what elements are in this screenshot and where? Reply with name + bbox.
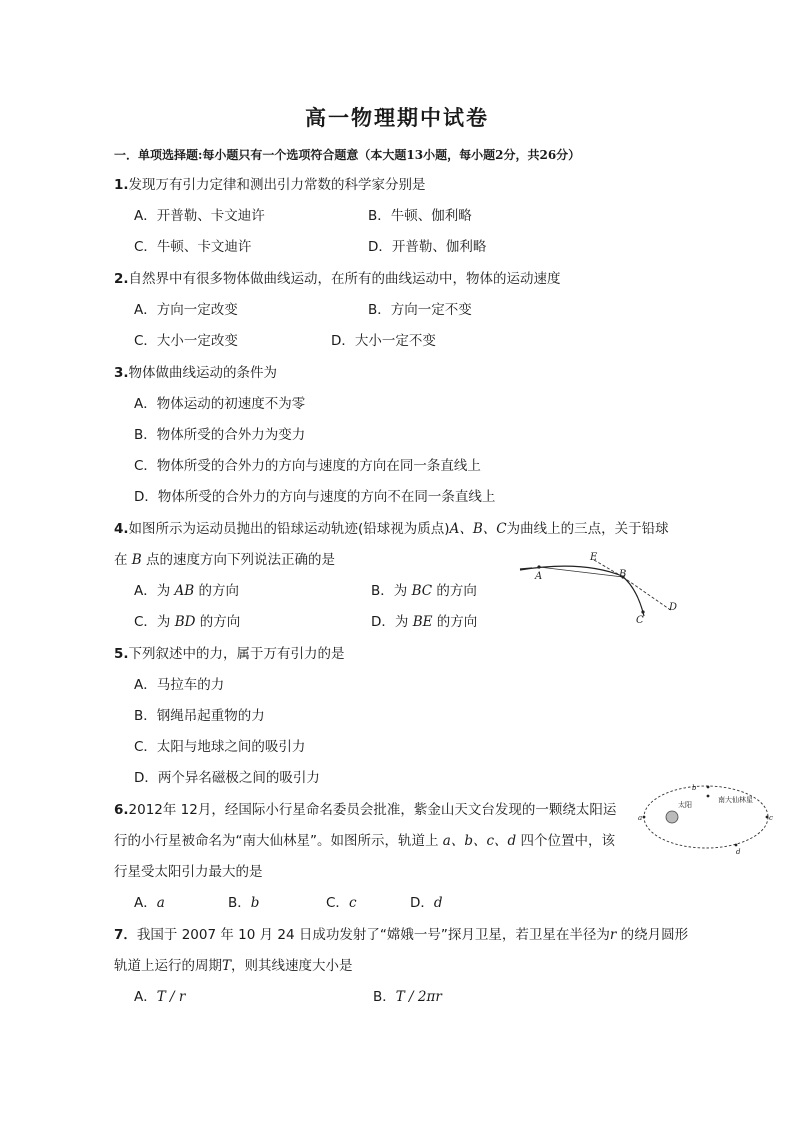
point-c <box>766 816 769 819</box>
question-5-stem: 5.下列叙述中的力，属于万有引力的是 <box>114 646 345 662</box>
question-7-stem-line1: 7．我国于 2007 年 10 月 24 日成功发射了“嫦娥一号”探月卫星，若卫星在半径为r 的绕月圆形 <box>114 927 689 943</box>
q2-option-a[interactable]: A．方向一定改变 <box>134 302 238 318</box>
q6-option-b[interactable]: B．b <box>228 895 260 911</box>
question-6-stem-line1: 6.2012年 12月，经国际小行星命名委员会批准，紫金山天文台发现的一颗绕太阳运 <box>114 802 617 818</box>
q2-option-d[interactable]: D．大小一定不变 <box>331 333 436 349</box>
q4-option-b[interactable]: B．为 BC 的方向 <box>371 583 477 599</box>
q5-option-b[interactable]: B．钢绳吊起重物的力 <box>134 708 265 724</box>
sun-icon <box>666 811 678 823</box>
q3-option-a[interactable]: A．物体运动的初速度不为零 <box>134 396 306 412</box>
q7-option-a[interactable]: A．T / r <box>134 989 186 1005</box>
planet-label: 南大仙林星 <box>718 796 753 804</box>
q2-option-c[interactable]: C．大小一定改变 <box>134 333 238 349</box>
q1-option-b[interactable]: B．牛顿、伽利略 <box>368 208 472 224</box>
trajectory-figure <box>512 548 692 628</box>
point-d <box>735 844 738 847</box>
label-d: d <box>736 848 741 856</box>
q2-option-b[interactable]: B．方向一定不变 <box>368 302 472 318</box>
label-d: D <box>669 602 678 613</box>
q6-option-c[interactable]: C．c <box>326 895 357 911</box>
q4-option-c[interactable]: C．为 BD 的方向 <box>134 614 241 630</box>
question-7-stem-line2: 轨道上运行的周期T，则其线速度大小是 <box>114 958 353 974</box>
q4-option-a[interactable]: A．为 AB 的方向 <box>134 583 240 599</box>
q7-option-b[interactable]: B．T / 2πr <box>373 989 442 1005</box>
planet-icon <box>707 795 710 798</box>
q6-option-a[interactable]: A．a <box>134 895 165 911</box>
q3-option-d[interactable]: D．物体所受的合外力的方向与速度的方向不在同一条直线上 <box>134 489 496 505</box>
question-4-stem-line2: 在 B 点的速度方向下列说法正确的是 <box>114 552 336 568</box>
label-c: c <box>769 814 773 822</box>
point-b <box>707 786 710 789</box>
question-3-stem: 3.物体做曲线运动的条件为 <box>114 365 278 381</box>
tangent-line-bd <box>623 577 672 611</box>
point-c <box>641 610 644 613</box>
label-e: E <box>590 552 598 563</box>
q6-option-d[interactable]: D．d <box>410 895 443 911</box>
question-6-stem-line3: 行星受太阳引力最大的是 <box>114 864 263 880</box>
q5-option-d[interactable]: D．两个异名磁极之间的吸引力 <box>134 770 320 786</box>
section-heading: 一．单项选择题:每小题只有一个选项符合题意（本大题13小题，每小题2分，共26分） <box>114 148 581 162</box>
question-6-stem-line2: 行的小行星被命名为“南大仙林星”。如图所示，轨道上 a、b、c、d 四个位置中，该 <box>114 833 615 849</box>
q3-option-c[interactable]: C．物体所受的合外力的方向与速度的方向在同一条直线上 <box>134 458 481 474</box>
question-2-stem: 2.自然界中有很多物体做曲线运动，在所有的曲线运动中，物体的运动速度 <box>114 271 561 287</box>
q5-option-c[interactable]: C．太阳与地球之间的吸引力 <box>134 739 306 755</box>
q1-option-c[interactable]: C．牛顿、卡文迪许 <box>134 239 252 255</box>
label-a: a <box>638 814 643 822</box>
page-title: 高一物理期中试卷 <box>305 105 489 130</box>
label-c: C <box>636 615 644 626</box>
q1-option-a[interactable]: A．开普勒、卡文迪许 <box>134 208 265 224</box>
label-b: B <box>619 569 627 580</box>
q4-option-d[interactable]: D．为 BE 的方向 <box>371 614 478 630</box>
question-4-stem-line1: 4.如图所示为运动员抛出的铅球运动轨迹(铅球视为质点)A、B、C为曲线上的三点，关于铅球 <box>114 521 669 537</box>
label-b: b <box>692 784 697 792</box>
q5-option-a[interactable]: A．马拉车的力 <box>134 677 225 693</box>
point-a <box>643 816 646 819</box>
q3-option-b[interactable]: B．物体所受的合外力为变力 <box>134 427 306 443</box>
point-a <box>537 565 540 568</box>
q1-option-d[interactable]: D．开普勒、伽利略 <box>368 239 487 255</box>
sun-label: 太阳 <box>678 801 692 809</box>
label-a: A <box>535 571 543 582</box>
orbit-figure <box>636 784 776 858</box>
question-1-stem: 1.发现万有引力定律和测出引力常数的科学家分别是 <box>114 177 426 193</box>
